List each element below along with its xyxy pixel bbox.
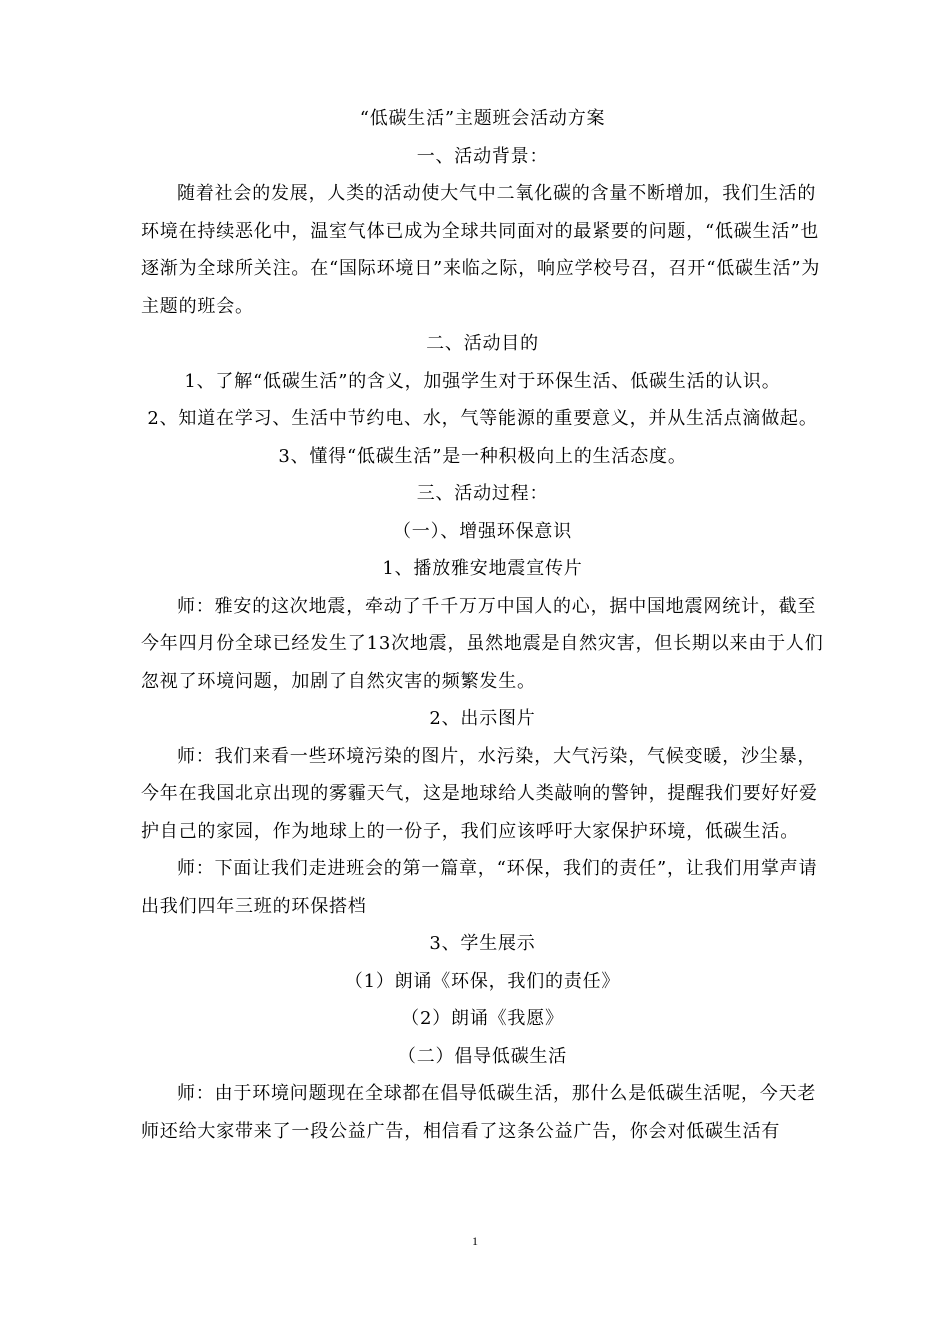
section-heading-background: 一、活动背景： [416, 145, 549, 167]
paragraph-background: 随着社会的发展，人类的活动使大气中二氧化碳的含量不断增加，我们生活的环境在持续恶化中，温室气体已成为全球共同面对的最紧要的问题，“低碳生活”也逐渐为全球所关注。在“国际环境日”来临之际，响应学校号召，召开“低碳生活”为主题的班会。 [141, 183, 821, 317]
section-heading-goals: 二、活动目的 [426, 333, 539, 354]
paragraph-pollution: 师：我们来看一些环境污染的图片，水污染，大气污染，气候变暖，沙尘暴，今年在我国北京出现的雾霾天气，这是地球给人类敲响的警钟，提醒我们要好好爱护自己的家园，作为地球上的一份子，我们应该呼吁大家保护环境，低碳生活。 [141, 745, 818, 842]
page-number: 1 [472, 1234, 478, 1248]
step-heading-2: 2、出示图片 [429, 708, 536, 729]
goal-item-3: 3、懂得“低碳生活”是一种积极向上的生活态度。 [278, 445, 687, 467]
step-heading-1: 1、播放雅安地震宣传片 [382, 558, 583, 579]
goal-item-1: 1、了解“低碳生活”的含义，加强学生对于环保生活、低碳生活的认识。 [184, 370, 781, 392]
subsection-heading-1: （一）、增强环保意识 [393, 520, 572, 542]
subsection-heading-2: （二）倡导低碳生活 [397, 1045, 568, 1067]
paragraph-chapter-one: 师：下面让我们走进班会的第一篇章，“环保，我们的责任”，让我们用掌声请出我们四年三班的环保搭档 [141, 858, 818, 917]
goal-item-2: 2、知道在学习、生活中节约电、水，气等能源的重要意义，并从生活点滴做起。 [147, 408, 818, 429]
paragraph-earthquake: 师：雅安的这次地震，牵动了千千万万中国人的心，据中国地震网统计，截至今年四月份全球已经发生了13次地震，虽然地震是自然灾害，但长期以来由于人们忽视了环境问题，加剧了自然灾害的频繁发生。 [141, 595, 824, 692]
document-body [141, 100, 824, 1150]
paragraph-low-carbon: 师：由于环境问题现在全球都在倡导低碳生活，那什么是低碳生活呢，今天老师还给大家带来了一段公益广告，相信看了这条公益广告，你会对低碳生活有 [141, 1083, 817, 1142]
section-heading-process: 三、活动过程： [416, 483, 549, 504]
step-heading-3: 3、学生展示 [429, 933, 536, 954]
recitation-item-2: （2）朗诵《我愿》 [401, 1008, 564, 1029]
recitation-item-1: （1）朗诵《环保，我们的责任》 [344, 970, 621, 992]
document-title: “低碳生活”主题班会活动方案 [359, 108, 606, 129]
